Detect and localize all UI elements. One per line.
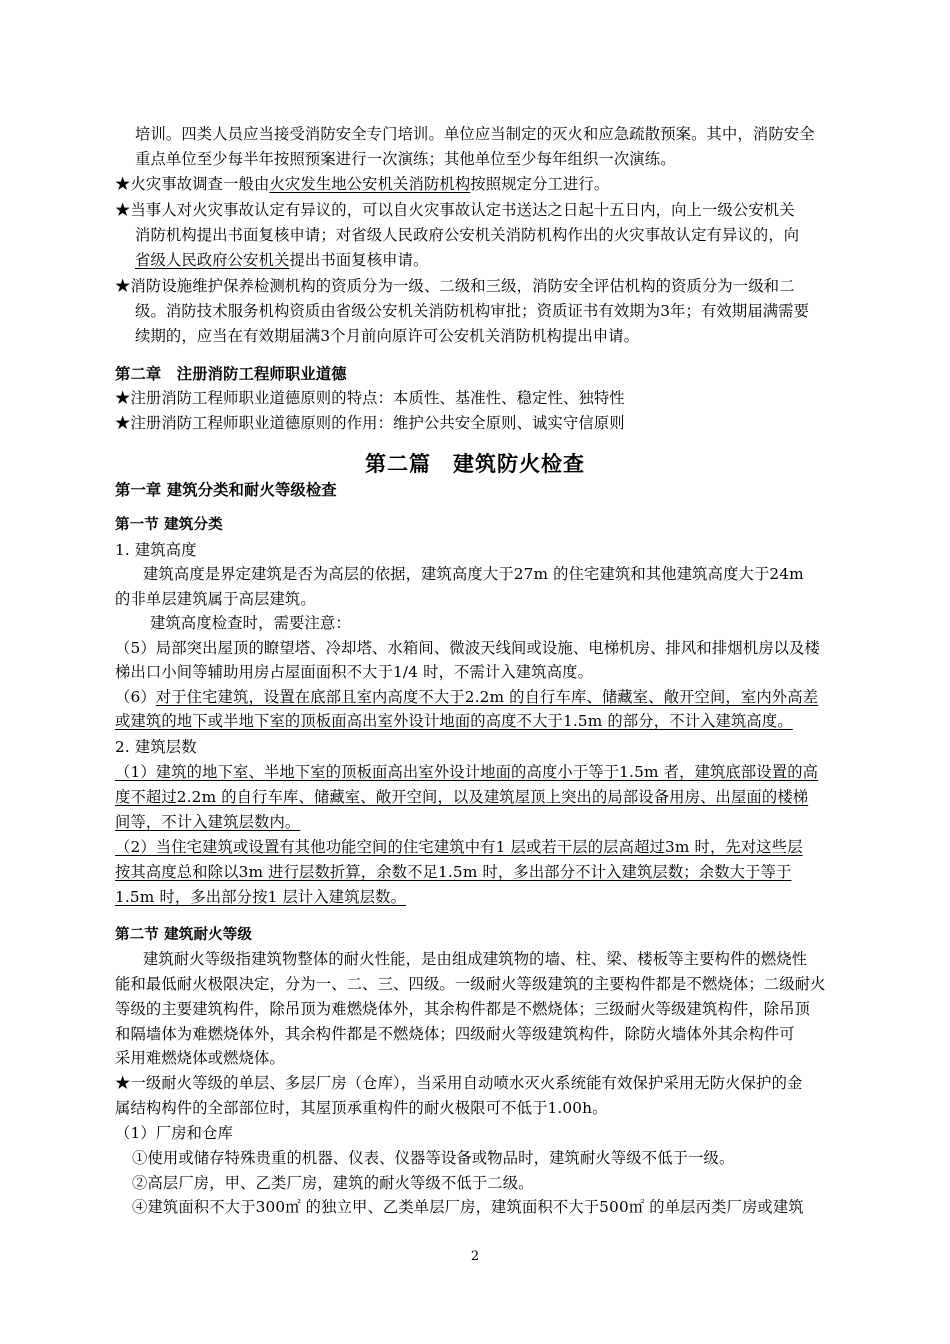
text-line bbox=[115, 685, 818, 709]
text-line: 采用难燃烧体或燃烧体。 bbox=[115, 1049, 285, 1067]
underlined-text: 度不超过2.2m 的自行车库、储藏室、敞开空间，以及建筑屋顶上突出的局部设备用房、出屋面的楼梯 bbox=[115, 788, 809, 806]
chapter-heading: 第二章 注册消防工程师职业道德 bbox=[115, 365, 347, 383]
underlined-text: （1）建筑的地下室、半地下室的顶板面高出室外设计地面的高度小于等于1.5m 者，建筑底部设置的高 bbox=[115, 763, 819, 781]
part-title: 第二篇 建筑防火检查 bbox=[365, 452, 585, 476]
text-line: 属结构构件的全部部位时，其屋顶承重构件的耐火极限可不低于1.00h。 bbox=[115, 1099, 608, 1117]
text-line: 2. 建筑层数 bbox=[115, 738, 197, 756]
underlined-text: 间等，不计入建筑层数内。 bbox=[115, 813, 301, 831]
underlined-text: （2）当住宅建筑或设置有其他功能空间的住宅建筑中有1 层或若干层的层高超过3m 时，先对这些层 bbox=[115, 838, 803, 856]
text-line: 消防机构提出书面复核申请；对省级人民政府公安机关消防机构作出的火灾事故认定有异议的，向 bbox=[135, 226, 800, 244]
text-line: 1. 建筑高度 bbox=[115, 541, 197, 559]
text-line: ★注册消防工程师职业道德原则的特点：本质性、基准性、稳定性、独特性 bbox=[115, 389, 625, 407]
text-line: ②高层厂房，甲、乙类厂房，建筑的耐火等级不低于二级。 bbox=[132, 1174, 534, 1192]
text-line: ①使用或储存特殊贵重的机器、仪表、仪器等设备或物品时，建筑耐火等级不低于一级。 bbox=[132, 1149, 735, 1167]
text-line: 梯出口小间等辅助用房占屋面面积不大于1/4 时，不需计入建筑高度。 bbox=[115, 663, 594, 681]
text-line: 建筑耐火等级指建筑物整体的耐火性能，是由组成建筑物的墙、柱、梁、楼板等主要构件的燃烧性 bbox=[143, 950, 808, 968]
text-line: 建筑高度检查时，需要注意： bbox=[150, 614, 351, 632]
text-line bbox=[115, 172, 609, 196]
text-line: 级。消防技术服务机构资质由省级公安机关消防机构审批；资质证书有效期为3年；有效期届满需要 bbox=[135, 302, 810, 320]
text-line: （1）厂房和仓库 bbox=[115, 1124, 234, 1142]
text-line: 等级的主要建筑构件，除吊顶为难燃烧体外，其余构件都是不燃烧体；三级耐火等级建筑构件，除吊顶 bbox=[115, 1000, 811, 1018]
text-line: ★注册消防工程师职业道德原则的作用：维护公共安全原则、诚实守信原则 bbox=[115, 414, 625, 432]
text-line: 培训。四类人员应当接受消防安全专门培训。单位应当制定的灭火和应急疏散预案。其中，消防安全 bbox=[135, 125, 815, 143]
underlined-text: 1.5m 时，多出部分按1 层计入建筑层数。 bbox=[115, 888, 407, 906]
text-line: 建筑高度是界定建筑是否为高层的依据，建筑高度大于27m 的住宅建筑和其他建筑高度大于24m bbox=[143, 565, 804, 583]
text-line: ★消防设施维护保养检测机构的资质分为一级、二级和三级，消防安全评估机构的资质分为一级和二 bbox=[115, 277, 795, 295]
underlined-text: 按其高度总和除以3m 进行层数折算，余数不足1.5m 时，多出部分不计入建筑层数；余数大于等于 bbox=[115, 863, 792, 881]
underlined-text: 或建筑的地下或半地下室的顶板面高出室外设计地面的高度不大于1.5m 的部分，不计入建筑高度。 bbox=[115, 712, 793, 730]
page-number: 2 bbox=[470, 1249, 480, 1264]
text-line: ④建筑面积不大于300㎡ 的独立甲、乙类单层厂房，建筑面积不大于500㎡ 的单层丙类厂房或建筑 bbox=[132, 1198, 804, 1216]
underlined-text: 对于住宅建筑，设置在底部且室内高度不大于2.2m 的自行车库、储藏室、敞开空间，室内外高差 bbox=[155, 688, 819, 706]
text-line: （5）局部突出屋顶的瞭望塔、冷却塔、水箱间、微波天线间或设施、电梯机房、排风和排烟机房以及楼 bbox=[115, 639, 820, 657]
section-heading: 第二节 建筑耐火等级 bbox=[115, 927, 253, 943]
text-line: 和隔墙体为难燃烧体外，其余构件都是不燃烧体；四级耐火等级建筑构件，除防火墙体外其余构件可 bbox=[115, 1025, 795, 1043]
chapter-heading: 第一章 建筑分类和耐火等级检查 bbox=[115, 481, 337, 499]
text-line: 能和最低耐火极限决定，分为一、二、三、四级。一级耐火等级建筑的主要构件都是不燃烧体；二级耐火 bbox=[115, 975, 826, 993]
text-run: 提出书面复核申请。 bbox=[289, 251, 429, 269]
text-line: ★一级耐火等级的单层、多层厂房（仓库），当采用自动喷水灭火系统能有效保护采用无防火保护的金 bbox=[115, 1074, 803, 1092]
text-line bbox=[135, 248, 429, 272]
text-run: （6） bbox=[115, 688, 156, 706]
underlined-text: 省级人民政府公安机关 bbox=[135, 251, 290, 269]
text-run: 按照规定分工进行。 bbox=[470, 175, 610, 193]
text-line: 续期的，应当在有效期届满3个月前向原许可公安机关消防机构提出申请。 bbox=[135, 327, 640, 345]
text-run: ★火灾事故调查一般由 bbox=[115, 175, 270, 193]
section-heading: 第一节 建筑分类 bbox=[115, 517, 223, 533]
text-line: 的非单层建筑属于高层建筑。 bbox=[115, 590, 316, 608]
text-line: 重点单位至少每半年按照预案进行一次演练；其他单位至少每年组织一次演练。 bbox=[135, 150, 676, 168]
text-line: ★当事人对火灾事故认定有异议的，可以自火灾事故认定书送达之日起十五日内，向上一级公安机关 bbox=[115, 201, 795, 219]
underlined-text: 火灾发生地公安机关消防机构 bbox=[269, 175, 471, 193]
